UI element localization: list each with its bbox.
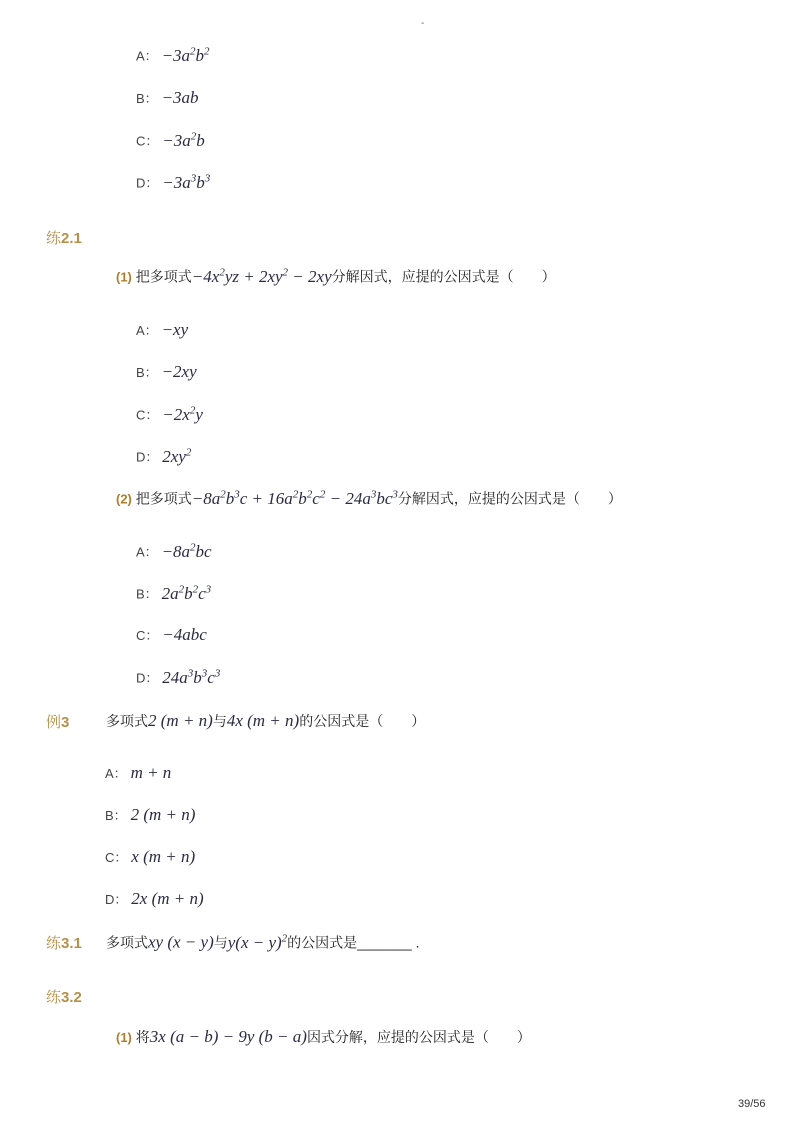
option-math: $-3a^2b^2$	[161, 45, 210, 65]
sub-question-number: (1)	[116, 269, 132, 285]
question-suffix: 分解因式，应提的公因式是（ ）	[331, 268, 556, 285]
option-math: $-3a^2b$	[162, 130, 205, 150]
question-suffix: 因式分解，应提的公因式是（ ）	[306, 1029, 531, 1045]
option-letter: C：	[136, 133, 159, 149]
option-letter: A：	[105, 766, 127, 781]
option-letter: B：	[105, 808, 127, 823]
example-label-3: 例3	[46, 714, 70, 731]
option-letter: A：	[136, 544, 158, 560]
option-letter: D：	[105, 892, 128, 907]
option-math: $-3a^3b^3$	[162, 172, 211, 192]
option-c[interactable]	[136, 130, 205, 151]
option-a[interactable]	[136, 45, 210, 66]
question-suffix: 的公因式是（ ）	[299, 713, 426, 729]
question-prefix: 把多项式	[135, 268, 192, 285]
option-b[interactable]	[136, 583, 211, 604]
option-letter: B：	[136, 91, 158, 106]
option-letter: C：	[105, 850, 128, 865]
question-prefix: 多项式	[106, 934, 148, 951]
option-letter: A：	[136, 323, 158, 338]
sub-question-number: (2)	[116, 491, 132, 507]
option-math: 2 (m + n)	[130, 805, 196, 824]
option-math: 2x (m + n)	[131, 889, 204, 908]
sub-question-number: (1)	[116, 1030, 132, 1045]
question-prefix: 多项式	[106, 713, 148, 729]
question-suffix: 的公因式是_______ .	[287, 934, 420, 951]
option-math: −xy	[161, 320, 189, 339]
option-math: $-2x^2y$	[162, 404, 203, 424]
option-letter: C：	[136, 628, 159, 643]
option-math: x (m + n)	[131, 847, 196, 866]
question-math-1: 2 (m + n)	[148, 711, 213, 730]
option-math: −3ab	[161, 88, 199, 107]
option-b[interactable]	[105, 805, 195, 825]
question-3-1	[106, 932, 419, 953]
option-d[interactable]	[105, 889, 204, 909]
question-prefix: 把多项式	[135, 490, 192, 507]
option-math: $2xy^2$	[162, 446, 192, 466]
option-math: −4abc	[162, 625, 207, 644]
option-letter: D：	[136, 449, 159, 465]
option-c[interactable]	[105, 847, 195, 867]
question-joiner: 与	[212, 713, 227, 729]
option-letter: B：	[136, 586, 158, 602]
page-number: 39/56	[738, 1098, 766, 1110]
option-b[interactable]	[136, 362, 197, 382]
question-math-1: xy (x − y)	[148, 932, 214, 952]
question-3-2-1	[116, 1027, 531, 1047]
option-c[interactable]	[136, 625, 207, 645]
exercise-label-3-2: 练3.2	[46, 989, 82, 1006]
option-d[interactable]	[136, 446, 191, 467]
question-math-2: $y(x - y)^2$	[227, 932, 288, 952]
option-a[interactable]	[105, 763, 171, 783]
exercise-label-2-1: 练2.1	[46, 230, 82, 247]
option-b[interactable]	[136, 88, 199, 108]
question-math: $-8a^2b^3c + 16a^2b^2c^2 - 24a^3bc^3$	[191, 488, 398, 508]
question-prefix: 将	[135, 1029, 150, 1045]
option-math: −2xy	[161, 362, 197, 381]
question-suffix: 分解因式，应提的公因式是（ ）	[397, 490, 622, 507]
option-letter: D：	[136, 670, 159, 686]
option-a[interactable]	[136, 541, 212, 562]
question-math: $-4x^2yz + 2xy^2 - 2xy$	[191, 266, 332, 286]
option-a[interactable]	[136, 320, 188, 340]
option-math: $2a^2b^2c^3$	[161, 583, 212, 603]
option-math: $-8a^2bc$	[161, 541, 212, 561]
option-letter: C：	[136, 407, 159, 423]
question-math-2: 4x (m + n)	[226, 711, 300, 730]
question-joiner: 与	[213, 934, 228, 951]
option-math: $24a^3b^3c^3$	[162, 667, 221, 687]
question-2-1-1	[116, 266, 556, 287]
option-letter: B：	[136, 365, 158, 380]
header-dash: -	[421, 18, 425, 29]
question-math: 3x (a − b) − 9y (b − a)	[149, 1027, 307, 1046]
question-2-1-2	[116, 488, 622, 509]
option-letter: D：	[136, 175, 159, 191]
exercise-label-3-1: 练3.1	[46, 935, 82, 952]
question-example-3	[106, 711, 425, 731]
option-math: m + n	[130, 763, 172, 782]
option-c[interactable]	[136, 404, 203, 425]
option-d[interactable]	[136, 172, 210, 193]
option-d[interactable]	[136, 667, 220, 688]
option-letter: A：	[136, 48, 158, 64]
